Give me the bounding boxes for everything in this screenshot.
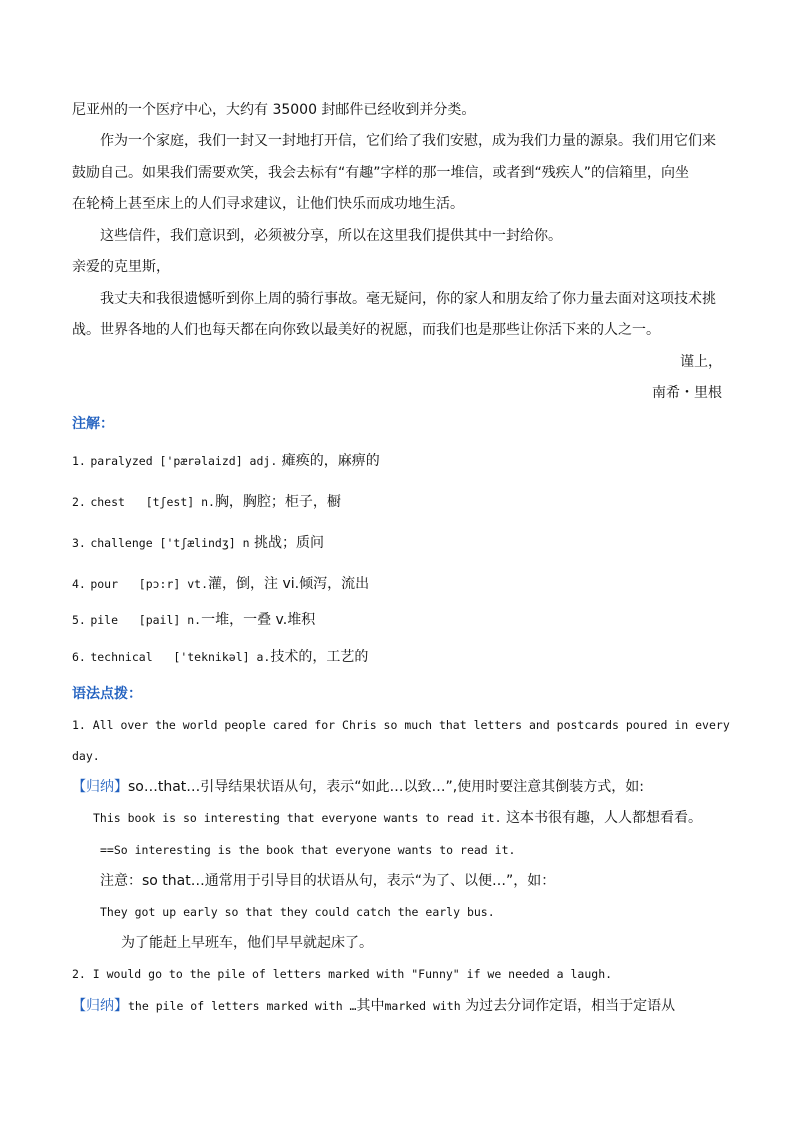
notes-heading: 注解： [72,416,114,432]
grammar-example: ==So interesting is the book that everyone wants to read it. [100,843,516,857]
grammar-example-translation: 为了能赶上早班车，他们早早就起床了。 [121,935,373,951]
summary-tag: 【归纳】 [72,998,128,1014]
note-item [72,610,315,630]
summary-text: 为过去分词作定语，相当于定语从 [465,998,676,1014]
note-meaning: 一堆，一叠 v.堆积 [201,612,316,628]
note-word: challenge ['tʃælindʒ] n [90,536,250,550]
grammar-sentence: 1. All over the world people cared for Chris so much that letters and postcards poured in every [72,718,730,732]
note-item [72,647,368,667]
note-meaning: 胸，胸腔；柜子，橱 [214,494,341,510]
note-word: technical ['teknikəl] a. [90,650,271,664]
grammar-note: 注意：so that…通常用于引导目的状语从句，表示“为了、以便…”，如： [100,873,556,889]
note-item [72,533,324,553]
letter-salutation: 亲爱的克里斯， [72,259,170,275]
grammar-summary [72,777,644,797]
note-word: pile [pail] n. [90,613,202,627]
summary-text: 其中 [356,998,385,1014]
grammar-example: They got up early so that they could catch the early bus. [100,905,495,919]
note-number: 5. [72,613,86,627]
note-meaning: 挑战；质问 [254,535,325,551]
letter-body-line: 我丈夫和我很遗憾听到你上周的骑行事故。毫无疑问，你的家人和朋友给了你力量去面对这项技术挑 [100,291,716,307]
story-line: 尼亚州的一个医疗中心，大约有 35000 封邮件已经收到并分类。 [72,102,476,118]
grammar-sentence: 2. I would go to the pile of letters marked with "Funny" if we needed a laugh. [72,967,613,981]
note-number: 6. [72,650,86,664]
note-word: paralyzed ['pærəlaizd] adj. [90,454,278,468]
note-number: 3. [72,536,86,550]
note-number: 4. [72,577,86,591]
note-word: chest [tʃest] n. [90,495,215,509]
note-meaning: 技术的，工艺的 [270,649,369,665]
story-paragraph-line: 在轮椅上甚至床上的人们寻求建议，让他们快乐而成功地生活。 [72,196,464,212]
note-item [72,451,380,471]
letter-signature: 南希・里根 [652,385,722,401]
note-number: 2. [72,495,86,509]
letter-body-line: 战。世界各地的人们也每天都在向你致以最美好的祝愿，而我们也是那些让你活下来的人之一。 [72,322,660,338]
note-item [72,574,369,594]
example-english: This book is so interesting that everyone wants to read it. [93,811,502,825]
summary-english: the pile of letters marked with … [128,999,357,1013]
summary-text: so…that…引导结果状语从句，表示“如此…以致…”,使用时要注意其倒装方式，如: [128,779,644,795]
story-paragraph: 这些信件，我们意识到，必须被分享，所以在这里我们提供其中一封给你。 [100,228,562,244]
grammar-example [93,808,702,828]
note-meaning: 瘫痪的，麻痹的 [281,453,380,469]
letter-closing: 谨上， [680,354,722,370]
story-paragraph-line: 鼓励自己。如果我们需要欢笑，我会去标有“有趣”字样的那一堆信，或者到“残疾人”的信箱里，向坐 [72,165,690,181]
example-chinese: 这本书很有趣，人人都想看看。 [505,810,702,826]
grammar-sentence: day. [72,749,100,763]
summary-tag: 【归纳】 [72,779,128,795]
note-item [72,492,341,512]
grammar-summary [72,996,675,1016]
note-meaning: 灌，倒，注 vi.倾泻，流出 [208,576,370,592]
summary-english: marked with [384,999,461,1013]
note-word: pour [pɔ:r] vt. [90,577,209,591]
story-paragraph-line: 作为一个家庭，我们一封又一封地打开信，它们给了我们安慰，成为我们力量的源泉。我们用它们来 [100,133,716,149]
note-number: 1. [72,454,86,468]
grammar-heading: 语法点拨： [72,686,142,702]
